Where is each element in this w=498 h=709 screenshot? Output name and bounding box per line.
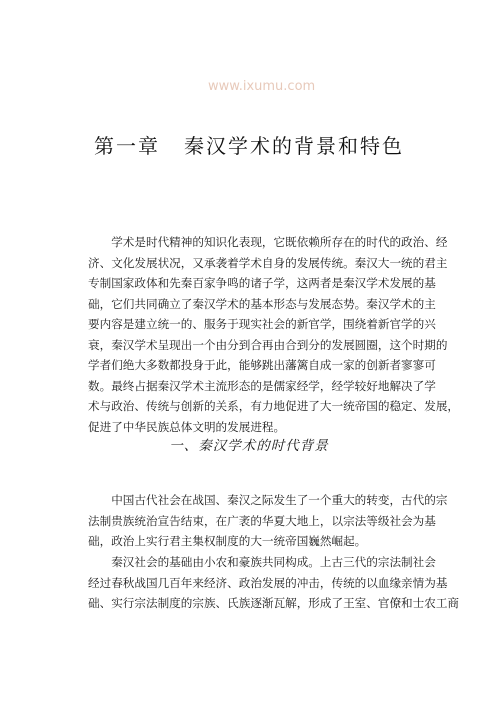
paragraph-line: 中国古代社会在战国、秦汉之际发生了一个重大的转变，古代的宗 xyxy=(88,493,448,507)
section-paragraph-2 xyxy=(88,552,460,614)
intro-paragraph xyxy=(88,232,460,437)
paragraph-line: 础、实行宗法制度的宗族、氏族逐渐瓦解，形成了王室、官僚和士农工商 xyxy=(88,596,460,610)
paragraph-line: 术与政治、传统与创新的关系，有力地促进了大一统帝国的稳定、发展， xyxy=(88,399,460,413)
chapter-number: 第一章 xyxy=(94,134,160,158)
paragraph-line: 促进了中华民族总体文明的发展进程。 xyxy=(88,419,286,434)
watermark: www.ixumu.com xyxy=(208,79,316,94)
chapter-title xyxy=(0,130,498,159)
paragraph-line: 专制国家政体和先秦百家争鸣的诸子学，这两者是秦汉学术发展的基 xyxy=(88,276,436,290)
section-heading: 一、秦汉学术的时代背景 xyxy=(169,438,329,454)
paragraph-line: 学术是时代精神的知识化表现，它既依赖所存在的时代的政治、经 xyxy=(88,235,448,249)
paragraph-line: 经过春秋战国几百年来经济、政治发展的冲击，传统的以血缘亲情为基 xyxy=(88,575,448,590)
paragraph-line: 学者们绝大多数都投身于此，能够跳出藩篱自成一家的创新者寥寥可 xyxy=(88,358,436,372)
paragraph-line: 要内容是建立统一的、服务于现实社会的新官学，围绕着新官学的兴 xyxy=(88,317,436,331)
paragraph-line: 础，它们共同确立了秦汉学术的基本形态与发展态势。秦汉学术的主 xyxy=(88,296,436,311)
paragraph-line: 法制贵族统治宣告结束，在广袤的华夏大地上，以宗法等级社会为基 xyxy=(88,513,436,528)
paragraph-line: 济、文化发展状况，又承袭着学术自身的发展传统。秦汉大一统的君主 xyxy=(88,255,448,270)
paragraph-line: 衰，秦汉学术呈现出一个由分到合再由合到分的发展圆圈，这个时期的 xyxy=(88,337,448,352)
chapter-name: 秦汉学术的背景和特色 xyxy=(184,134,404,158)
paragraph-line: 数。最终占据秦汉学术主流形态的是儒家经学，经学较好地解决了学 xyxy=(88,378,436,393)
paragraph-line: 秦汉社会的基础由小农和豪族共同构成。上古三代的宗法制社会 xyxy=(88,555,436,569)
paragraph-line: 础，政治上实行君主集权制度的大一统帝国巍然崛起。 xyxy=(88,534,367,548)
section-paragraph-1 xyxy=(88,490,448,552)
